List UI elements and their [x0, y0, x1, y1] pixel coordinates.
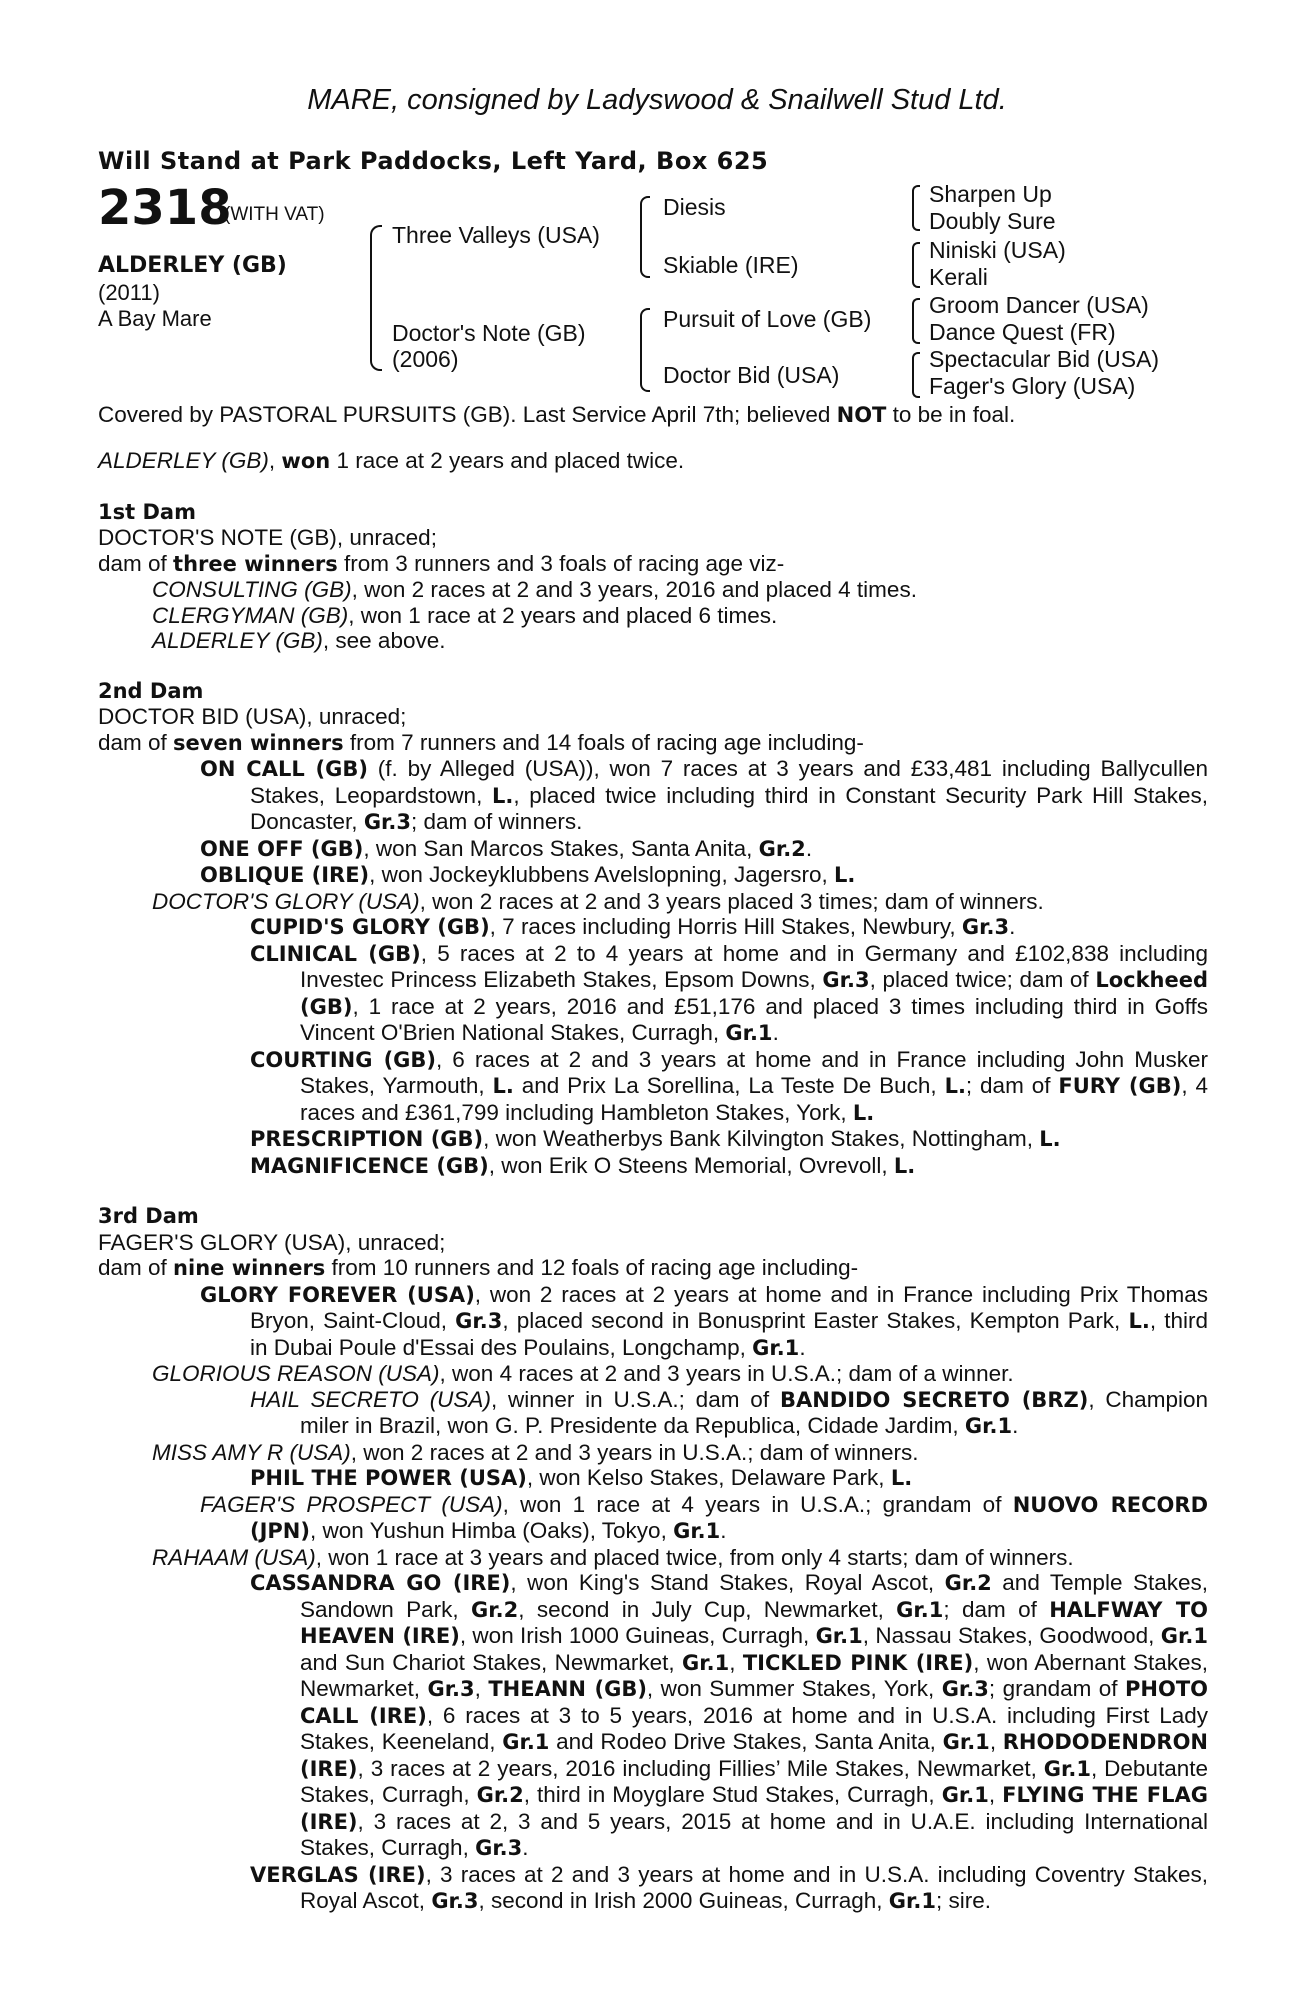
pedigree-sds: Niniski (USA): [929, 237, 1066, 263]
summary: ALDERLEY (GB), won 1 race at 2 years and placed twice.: [98, 448, 685, 473]
covered-line: Covered by PASTORAL PURSUITS (GB). Last Service April 7th; believed NOT to be in foal.: [98, 402, 1016, 427]
first-dam-heading: 1st Dam: [98, 499, 196, 524]
brace-ds: [912, 298, 920, 344]
sire-brace: [640, 196, 650, 278]
third-dam-produce: dam of nine winners from 10 runners and 12 foals of racing age including-: [98, 1255, 859, 1280]
pedigree-ssd: Doubly Sure: [929, 208, 1056, 234]
horse-year: (2011): [98, 280, 160, 305]
pedigree-dam: Doctor's Note (GB): [392, 320, 586, 346]
third-dam-entry: GLORY FOREVER (USA), won 2 races at 2 years at home and in France including Prix Thomas Bryon, Saint-Cloud, Gr.3, placed second in Bonusprint Easter Stakes, Kempton Park, L., third in Dubai Poule d'Essai des Poulains, Longchamp, Gr.1.: [200, 1281, 1208, 1360]
pedigree-sd: Skiable (IRE): [663, 252, 799, 278]
second-dam-entry: MAGNIFICENCE (GB), won Erik O Steens Memorial, Ovrevoll, L.: [250, 1152, 916, 1178]
second-dam-entry: COURTING (GB), 6 races at 2 and 3 years at home and in France including John Musker Stakes, Yarmouth, L. and Prix La Sorellina, La Teste De Buch, L.; dam of FURY (GB), 4 races and £361,799 including Hambleton Stakes, York, L.: [250, 1046, 1208, 1125]
third-dam-entries: [98, 1282, 1208, 1915]
second-dam-entry: CLINICAL (GB), 5 races at 2 to 4 years at home and in Germany and £102,838 including Investec Princess Elizabeth Stakes, Epsom Downs, Gr.3, placed twice; dam of Lockheed (GB), 1 race at 2 years, 2016 and £51,176 and placed 3 times including third in Goffs Vincent O'Brien National Stakes, Curragh, Gr.1.: [250, 940, 1209, 1045]
third-dam-entry: RAHAAM (USA), won 1 race at 3 years and placed twice, from only 4 starts; dam of winners.: [152, 1544, 1074, 1570]
second-dam-heading: 2nd Dam: [98, 678, 204, 703]
second-dam-produce: dam of seven winners from 7 runners and 14 foals of racing age including-: [98, 729, 864, 755]
second-dam-name: DOCTOR BID (USA), unraced;: [98, 704, 407, 729]
pedigree-dds: Spectacular Bid (USA): [929, 346, 1160, 372]
horse-name: ALDERLEY (GB): [98, 253, 287, 278]
second-dam-entries: [98, 756, 1208, 1179]
pedigree-sss: Sharpen Up: [929, 181, 1052, 207]
pedigree-brace: [370, 225, 382, 371]
third-dam-heading: 3rd Dam: [98, 1204, 199, 1228]
third-dam-entry: FAGER'S PROSPECT (USA), won 1 race at 4 years in U.S.A.; grandam of NUOVO RECORD (JPN), won Yushun Himba (Oaks), Tokyo, Gr.1.: [200, 1491, 1209, 1543]
location: Will Stand at Park Paddocks, Left Yard, Box 625: [98, 147, 769, 175]
consignor-header: MARE, consigned by Ladyswood & Snailwell Stud Ltd.: [307, 84, 1007, 116]
brace-ss: [912, 185, 920, 231]
first-dam-foal: ALDERLEY (GB), see above.: [152, 628, 446, 653]
dam-brace: [640, 308, 650, 392]
first-dam-name: DOCTOR'S NOTE (GB), unraced;: [98, 525, 437, 550]
first-dam-foal: CLERGYMAN (GB), won 1 race at 2 years and placed 6 times.: [152, 602, 778, 628]
pedigree-dd: Doctor Bid (USA): [663, 362, 840, 388]
third-dam-entry: GLORIOUS REASON (USA), won 4 races at 2 and 3 years in U.S.A.; dam of a winner.: [152, 1361, 1014, 1386]
brace-sd: [912, 242, 920, 288]
pedigree-sire: Three Valleys (USA): [392, 222, 600, 248]
second-dam-entry: PRESCRIPTION (GB), won Weatherbys Bank Kilvington Stakes, Nottingham, L.: [250, 1126, 1061, 1151]
third-dam-entry: HAIL SECRETO (USA), winner in U.S.A.; dam of BANDIDO SECRETO (BRZ), Champion miler in Brazil, won G. P. Presidente da Republica, Cidade Jardim, Gr.1.: [250, 1386, 1208, 1438]
pedigree-sdd: Kerali: [929, 264, 988, 290]
third-dam-entry: MISS AMY R (USA), won 2 races at 2 and 3 years in U.S.A.; dam of winners.: [152, 1439, 919, 1465]
third-dam-entry: CASSANDRA GO (IRE), won King's Stand Stakes, Royal Ascot, Gr.2 and Temple Stakes, Sandown Park, Gr.2, second in July Cup, Newmarket, Gr.1; dam of HALFWAY TO HEAVEN (IRE), won Irish 1000 Guineas, Curragh, Gr.1, Nassau Stakes, Goodwood, Gr.1 and Sun Chariot Stakes, Newmarket, Gr.1, TICKLED PINK (IRE), won Abernant Stakes, Newmarket, Gr.3, THEANN (GB), won Summer Stakes, York, Gr.3; grandam of PHOTO CALL (IRE), 6 races at 3 to 5 years, 2016 at home and in U.S.A. including First Lady Stakes, Keeneland, Gr.1 and Rodeo Drive Stakes, Santa Anita, Gr.1, RHODODENDRON (IRE), 3 races at 2 years, 2016 including Fillies’ Mile Stakes, Newmarket, Gr.1, Debutante Stakes, Curragh, Gr.2, third in Moyglare Stud Stakes, Curragh, Gr.1, FLYING THE FLAG (IRE), 3 races at 2, 3 and 5 years, 2015 at home and in U.A.E. including International Stakes, Curragh, Gr.3.: [250, 1570, 1208, 1860]
brace-dd: [912, 352, 920, 398]
second-dam-entry: OBLIQUE (IRE), won Jockeyklubbens Avelslopning, Jagersro, L.: [200, 862, 856, 887]
pedigree-ss: Diesis: [663, 194, 726, 220]
catalogue-body: [98, 448, 1208, 1915]
pedigree-ds: Pursuit of Love (GB): [663, 306, 872, 332]
second-dam-entry: ON CALL (GB) (f. by Alleged (USA)), won 7 races at 3 years and £33,481 including Ballycullen Stakes, Leopardstown, L., placed twice including third in Constant Security Park Hill Stakes, Doncaster, Gr.3; dam of winners.: [200, 756, 1208, 834]
second-dam-entry: CUPID'S GLORY (GB), 7 races including Horris Hill Stakes, Newbury, Gr.3.: [250, 914, 1016, 939]
pedigree-dsd: Dance Quest (FR): [929, 319, 1116, 345]
third-dam-name: FAGER'S GLORY (USA), unraced;: [98, 1229, 446, 1255]
first-dam-foal: CONSULTING (GB), won 2 races at 2 and 3 years, 2016 and placed 4 times.: [152, 577, 917, 602]
third-dam-entry: VERGLAS (IRE), 3 races at 2 and 3 years at home and in U.S.A. including Coventry Stakes, Royal Ascot, Gr.3, second in Irish 2000 Guineas, Curragh, Gr.1; sire.: [250, 1861, 1208, 1913]
second-dam-entry: ONE OFF (GB), won San Marcos Stakes, Santa Anita, Gr.2.: [200, 835, 813, 861]
pedigree-dam-year: (2006): [392, 346, 459, 372]
first-dam-produce: dam of three winners from 3 runners and 3 foals of racing age viz-: [98, 550, 785, 576]
lot-number: 2318: [98, 180, 232, 236]
pedigree-ddd: Fager's Glory (USA): [929, 373, 1136, 399]
second-dam-entry: DOCTOR'S GLORY (USA), won 2 races at 2 and 3 years placed 3 times; dam of winners.: [152, 888, 1044, 914]
pedigree-dss: Groom Dancer (USA): [929, 292, 1149, 318]
vat-note: (WITH VAT): [224, 204, 325, 225]
third-dam-entry: PHIL THE POWER (USA), won Kelso Stakes, Delaware Park, L.: [250, 1465, 913, 1490]
horse-description: A Bay Mare: [98, 306, 212, 331]
